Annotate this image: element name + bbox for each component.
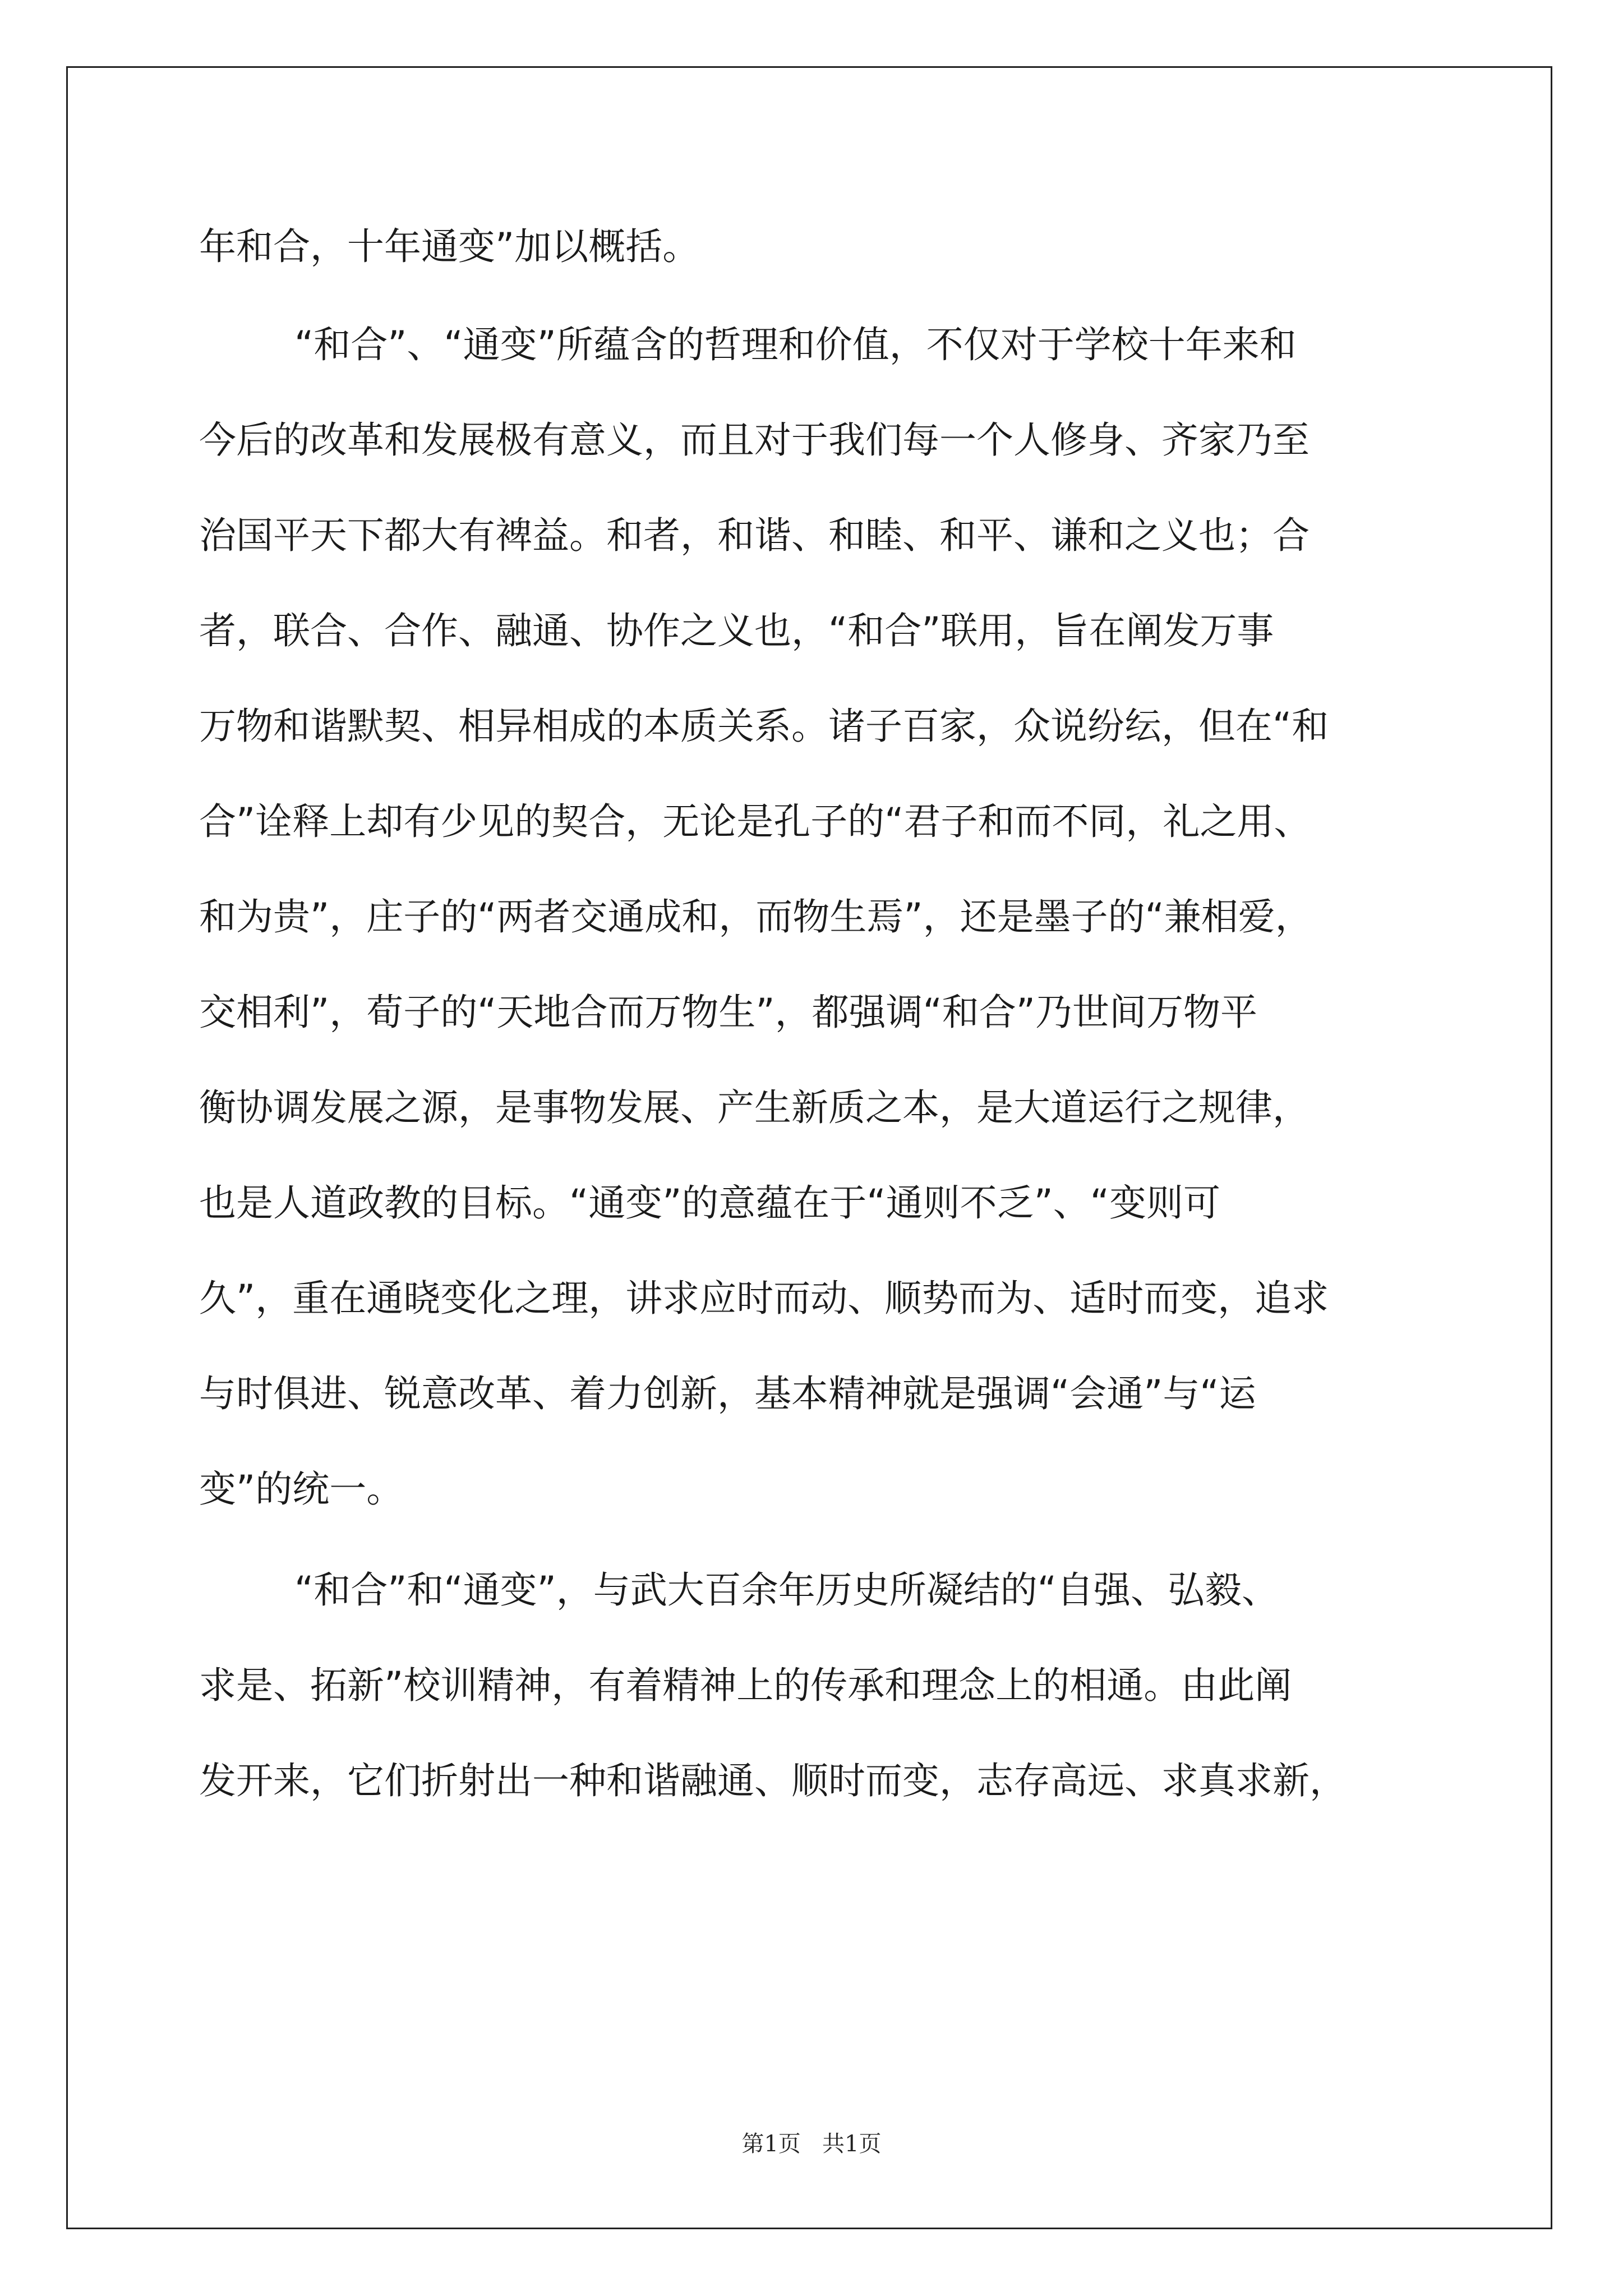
text-line: 衡协调发展之源，是事物发展、产生新质之本，是大道运行之规律， (199, 1086, 1310, 1129)
text-line: 治国平天下都大有裨益。和者，和谐、和睦、和平、谦和之义也；合 (199, 514, 1310, 557)
text-line: 发开来，它们折射出一种和谐融通、顺时而变，志存高远、求真求新， (199, 1759, 1347, 1802)
text-line: 和为贵”，庄子的“两者交通成和，而物生焉”，还是墨子的“兼相爱， (199, 895, 1312, 938)
text-line: 久”，重在通晓变化之理，讲求应时而动、顺势而为、适时而变，追求 (199, 1277, 1329, 1320)
text-line: 万物和谐默契、相异相成的本质关系。诸子百家，众说纷纭，但在“和 (199, 705, 1329, 748)
page-footer: 第1页 共1页 (741, 2131, 882, 2157)
page-border (66, 66, 1552, 2229)
text-line: 也是人道政教的目标。“通变”的意蕴在于“通则不乏”、“变则可 (199, 1181, 1220, 1225)
text-line: 合”诠释上却有少见的契合，无论是孔子的“君子和而不同，礼之用、 (199, 800, 1311, 843)
text-line: 交相利”，荀子的“天地合而万物生”，都强调“和合”乃世间万物平 (199, 991, 1257, 1034)
text-line: “和合”和“通变”，与武大百余年历史所凝结的“自强、弘毅、 (294, 1568, 1279, 1612)
text-line: 求是、拓新”校训精神，有着精神上的传承和理念上的相通。由此阐 (199, 1664, 1292, 1707)
text-line: 变”的统一。 (199, 1467, 404, 1511)
text-line: 与时俱进、锐意改革、着力创新，基本精神就是强调“会通”与“运 (199, 1372, 1256, 1415)
text-line: 今后的改革和发展极有意义，而且对于我们每一个人修身、齐家乃至 (199, 418, 1310, 462)
text-line: 年和合，十年通变”加以概括。 (199, 225, 700, 268)
text-line: “和合”、“通变”所蕴含的哲理和价值，不仅对于学校十年来和 (294, 323, 1297, 366)
text-line: 者，联合、合作、融通、协作之义也，“和合”联用，旨在阐发万事 (199, 609, 1274, 652)
